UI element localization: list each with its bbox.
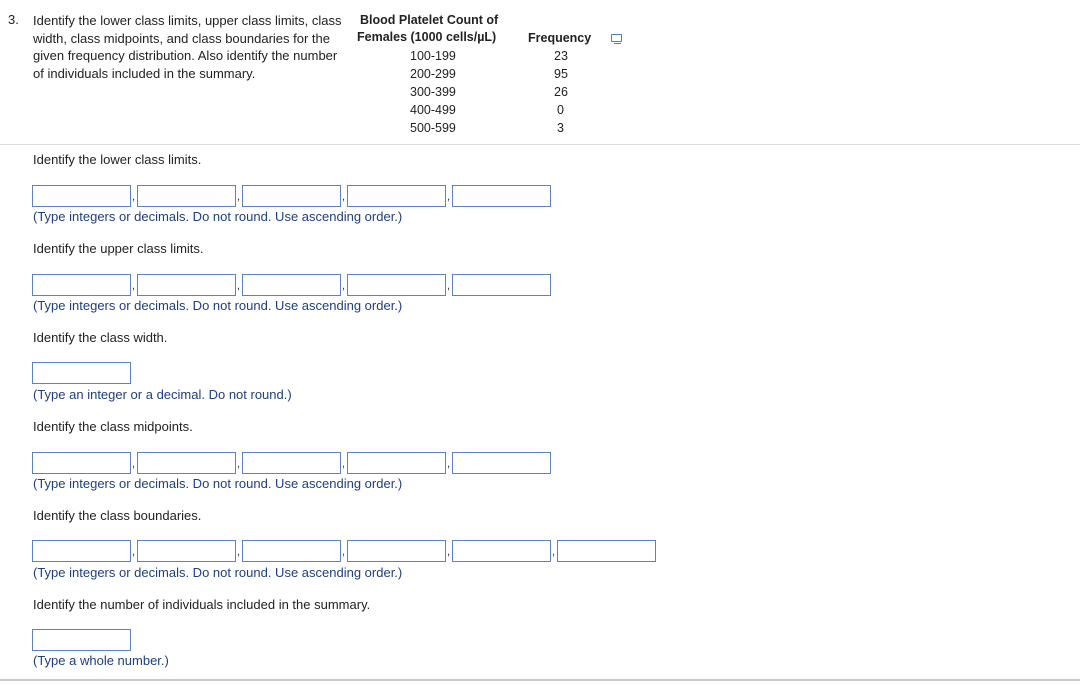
table-cell-range: 300-399 <box>410 85 456 99</box>
bottom-divider <box>0 679 1080 681</box>
comma-separator: , <box>447 191 451 203</box>
table-cell-frequency: 23 <box>554 49 568 63</box>
table-cell-frequency: 95 <box>554 67 568 81</box>
boundary-input-6[interactable] <box>557 540 656 562</box>
question-number: 3. <box>8 12 19 27</box>
table-cell-frequency: 3 <box>557 121 564 135</box>
comma-separator: , <box>237 458 241 470</box>
lower-limit-input-3[interactable] <box>242 185 341 207</box>
divider <box>0 144 1080 145</box>
comma-separator: , <box>552 546 556 558</box>
upper-limit-input-2[interactable] <box>137 274 236 296</box>
upper-limit-input-1[interactable] <box>32 274 131 296</box>
midpoint-input-1[interactable] <box>32 452 131 474</box>
upper-limit-input-4[interactable] <box>347 274 446 296</box>
comma-separator: , <box>342 191 346 203</box>
boundary-input-5[interactable] <box>452 540 551 562</box>
lower-limits-prompt: Identify the lower class limits. <box>33 152 202 167</box>
class-width-prompt: Identify the class width. <box>33 330 168 345</box>
comma-separator: , <box>447 458 451 470</box>
table-cell-frequency: 26 <box>554 85 568 99</box>
comma-separator: , <box>342 280 346 292</box>
lower-limit-input-4[interactable] <box>347 185 446 207</box>
upper-limits-hint: (Type integers or decimals. Do not round. Use ascending order.) <box>33 298 403 313</box>
comma-separator: , <box>132 280 136 292</box>
boundary-input-4[interactable] <box>347 540 446 562</box>
copy-icon[interactable] <box>611 34 622 42</box>
midpoint-input-4[interactable] <box>347 452 446 474</box>
boundary-input-1[interactable] <box>32 540 131 562</box>
upper-limit-input-5[interactable] <box>452 274 551 296</box>
table-cell-range: 100-199 <box>410 49 456 63</box>
table-cell-range: 400-499 <box>410 103 456 117</box>
individuals-hint: (Type a whole number.) <box>33 653 169 668</box>
comma-separator: , <box>132 546 136 558</box>
midpoint-input-2[interactable] <box>137 452 236 474</box>
comma-separator: , <box>132 191 136 203</box>
table-cell-frequency: 0 <box>557 103 564 117</box>
table-header-col1-line1: Blood Platelet Count of <box>360 13 499 27</box>
midpoint-input-3[interactable] <box>242 452 341 474</box>
lower-limit-input-2[interactable] <box>137 185 236 207</box>
upper-limits-prompt: Identify the upper class limits. <box>33 241 204 256</box>
upper-limit-input-3[interactable] <box>242 274 341 296</box>
class-width-input[interactable] <box>32 362 131 384</box>
table-header-col1-line2: Females (1000 cells/µL) <box>357 30 497 44</box>
comma-separator: , <box>237 191 241 203</box>
comma-separator: , <box>447 546 451 558</box>
midpoints-hint: (Type integers or decimals. Do not round. Use ascending order.) <box>33 476 403 491</box>
comma-separator: , <box>342 458 346 470</box>
table-cell-range: 500-599 <box>410 121 456 135</box>
individuals-prompt: Identify the number of individuals included in the summary. <box>33 597 371 612</box>
boundary-input-3[interactable] <box>242 540 341 562</box>
comma-separator: , <box>447 280 451 292</box>
table-header-frequency: Frequency <box>528 31 592 45</box>
comma-separator: , <box>342 546 346 558</box>
lower-limit-input-5[interactable] <box>452 185 551 207</box>
lower-limits-hint: (Type integers or decimals. Do not round. Use ascending order.) <box>33 209 403 224</box>
table-cell-range: 200-299 <box>410 67 456 81</box>
comma-separator: , <box>237 280 241 292</box>
comma-separator: , <box>132 458 136 470</box>
individuals-input[interactable] <box>32 629 131 651</box>
midpoints-prompt: Identify the class midpoints. <box>33 419 193 434</box>
question-text: Identify the lower class limits, upper class limits, class width, class midpoints, and class boundaries for the given frequency distribution. Also identify the number of individuals included in the summary. <box>33 13 342 81</box>
boundaries-prompt: Identify the class boundaries. <box>33 508 202 523</box>
midpoint-input-5[interactable] <box>452 452 551 474</box>
comma-separator: , <box>237 546 241 558</box>
lower-limit-input-1[interactable] <box>32 185 131 207</box>
boundaries-hint: (Type integers or decimals. Do not round. Use ascending order.) <box>33 565 403 580</box>
class-width-hint: (Type an integer or a decimal. Do not round.) <box>33 387 292 402</box>
boundary-input-2[interactable] <box>137 540 236 562</box>
